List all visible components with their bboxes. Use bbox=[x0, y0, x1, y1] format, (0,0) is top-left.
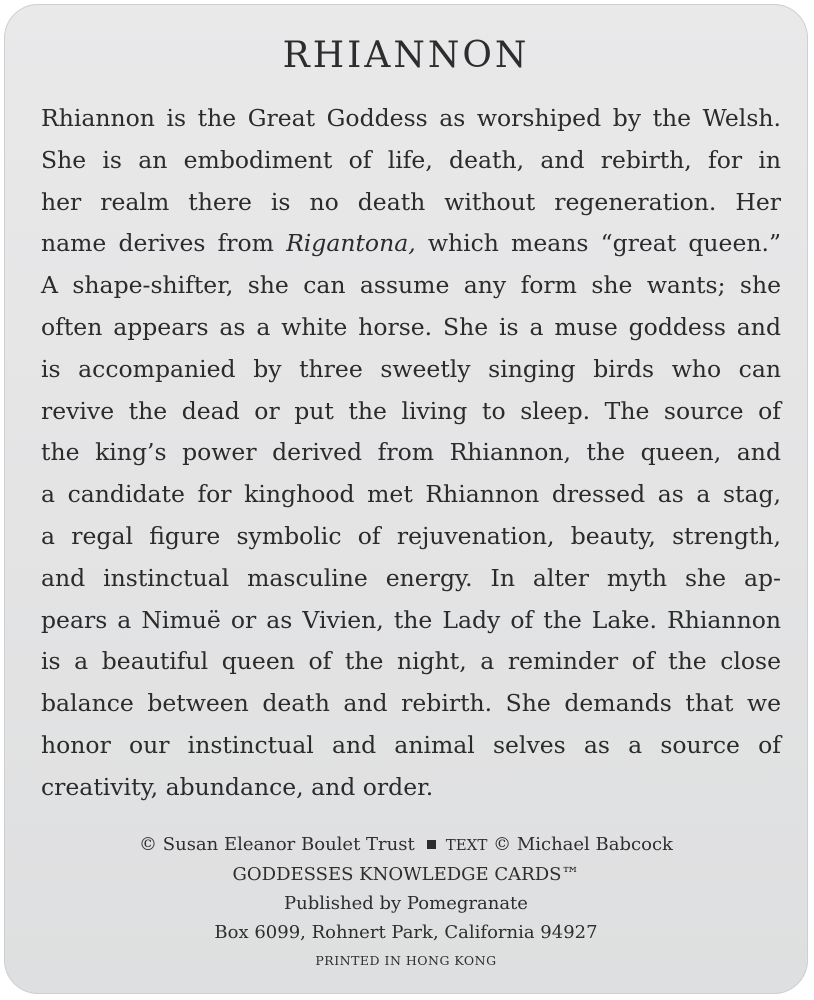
copyright-line bbox=[4, 830, 808, 860]
body-line: a candidate for kinghood met Rhiannon dressed as a stag, bbox=[41, 480, 781, 509]
knowledge-card bbox=[4, 4, 808, 994]
body-line-with-italic bbox=[41, 223, 781, 265]
body-line: a regal figure symbolic of rejuvenation, beauty, strength, bbox=[41, 521, 781, 550]
body-line: Rhiannon is the Great Goddess as worshiped by the Welsh. bbox=[41, 104, 781, 132]
body-line: is a beautiful queen of the night, a reminder of the close bbox=[41, 647, 781, 676]
series-name: GODDESSES KNOWLEDGE CARDS™ bbox=[232, 864, 580, 885]
body-line: She is an embodiment of life, death, and rebirth, for in bbox=[41, 145, 781, 174]
publisher: Published by Pomegranate bbox=[284, 893, 528, 914]
body-line: revive the dead or put the living to sleep. The source of bbox=[41, 396, 781, 425]
body-line: honor our instinctual and animal selves as a source of bbox=[41, 730, 781, 759]
square-separator-icon bbox=[427, 840, 436, 849]
body-line: A shape-shifter, she can assume any form she wants; she bbox=[41, 271, 781, 300]
body-line-last: creativity, abundance, and order. bbox=[41, 772, 434, 801]
body-line: is accompanied by three sweetly singing birds who can bbox=[41, 354, 781, 383]
body-line: often appears as a white horse. She is a muse goddess and bbox=[41, 312, 781, 341]
body-line: the king’s power derived from Rhiannon, the queen, and bbox=[41, 438, 781, 467]
italic-term: Rigantona, bbox=[286, 229, 416, 258]
body-line: and instinctual masculine energy. In alter myth she ap- bbox=[41, 563, 781, 592]
text-label: TEXT bbox=[445, 836, 488, 854]
body-line: balance between death and rebirth. She demands that we bbox=[41, 689, 781, 718]
art-credit: © Susan Eleanor Boulet Trust bbox=[139, 834, 415, 855]
body-line: pears a Nimuë or as Vivien, the Lady of the Lake. Rhiannon bbox=[41, 605, 781, 634]
body-line-part: which means “great queen.” bbox=[415, 229, 781, 258]
publisher-address: Box 6099, Rohnert Park, California 94927 bbox=[214, 922, 598, 943]
body-line-part: name derives from bbox=[41, 229, 287, 258]
text-credit: © Michael Babcock bbox=[493, 834, 673, 855]
card-title: RHIANNON bbox=[282, 35, 530, 76]
printed-in: PRINTED IN HONG KONG bbox=[315, 953, 497, 968]
body-line: her realm there is no death without regeneration. Her bbox=[41, 187, 781, 216]
credits-block bbox=[4, 830, 808, 973]
card-body-text bbox=[41, 98, 781, 809]
